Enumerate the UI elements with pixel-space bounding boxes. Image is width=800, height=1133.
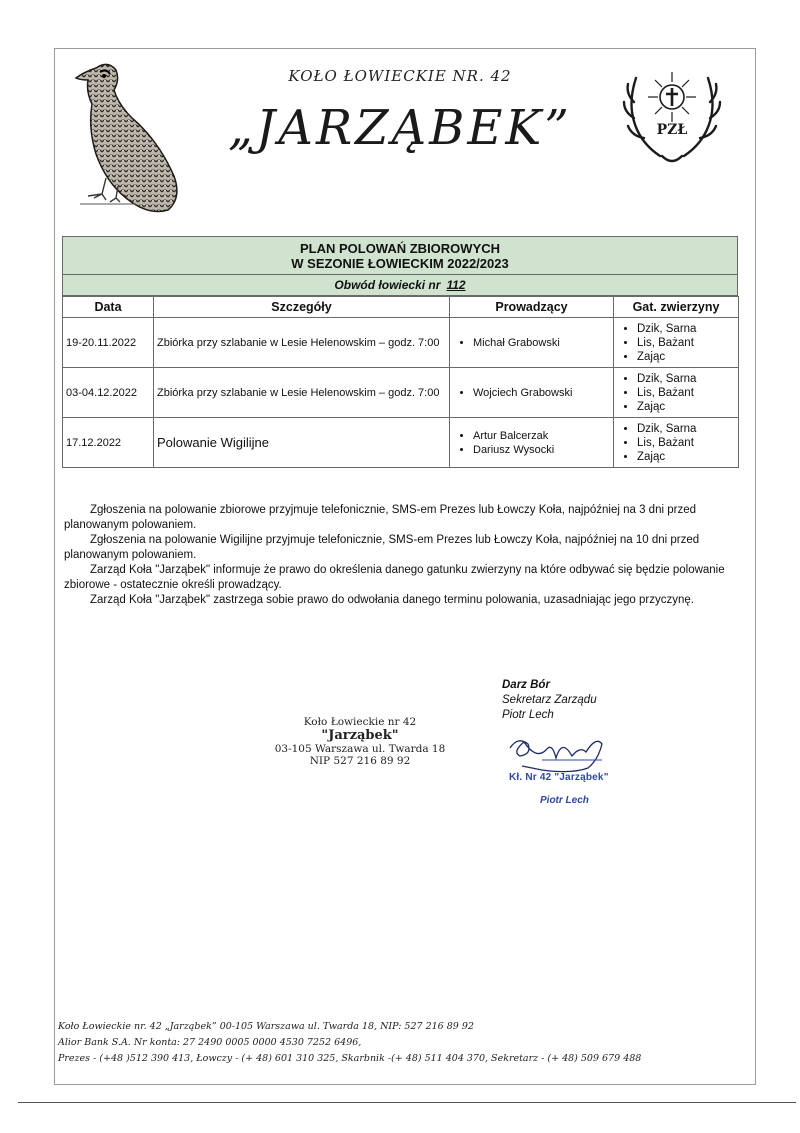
signature-motto: Darz Bór [502, 679, 550, 691]
footer [58, 1019, 758, 1067]
table-row [63, 368, 739, 418]
game-item: • Lis, Bażant [637, 436, 735, 450]
game-item: • Dzik, Sarna [637, 322, 735, 336]
hunting-plan-table [62, 236, 738, 468]
leader-item: • Michał Grabowski [473, 336, 610, 350]
district-number: 112 [446, 278, 466, 292]
signature-block [502, 678, 702, 723]
note-paragraph: Zarząd Koła "Jarząbek" informuje że prawo do określenia danego gatunku zwierzyny na które odbywać się będzie polowanie zbiorowe - ostatecznie określi prowadzący. [64, 564, 725, 591]
footer-contacts: Prezes - (+48 )512 390 413, Łowczy - (+ 48) 601 310 325, Skarbnik -(+ 48) 511 404 370, Sekretarz - (+ 48) 509 679 488 [58, 1053, 642, 1064]
grouse-bird-illustration [66, 58, 184, 216]
row-game [614, 418, 739, 468]
column-header-details: Szczegóły [154, 297, 450, 318]
stamp-line-3: 03-105 Warszawa ul. Twarda 18 [274, 743, 446, 755]
signature-name: Piotr Lech [502, 709, 554, 721]
row-leaders [450, 318, 614, 368]
row-game [614, 318, 739, 368]
signature-role: Sekretarz Zarządu [502, 694, 597, 706]
plan-title-line-1: PLAN POLOWAŃ ZBIOROWYCH [299, 241, 501, 256]
row-date: 19-20.11.2022 [63, 318, 154, 368]
club-subtitle: KOŁO ŁOWIECKIE NR. 42 [288, 67, 512, 85]
bottom-rule [18, 1102, 796, 1103]
club-stamp [260, 716, 460, 767]
row-date: 03-04.12.2022 [63, 368, 154, 418]
table-header-row [63, 297, 739, 318]
column-header-leader: Prowadzący [450, 297, 614, 318]
note-paragraph: Zgłoszenia na polowanie zbiorowe przyjmuje telefonicznie, SMS-em Prezes lub Łowczy Koła, najpóźniej na 3 dni przed planowanym polowaniem. [64, 504, 696, 531]
leader-item: • Artur Balcerzak [473, 429, 610, 443]
hunting-district [62, 275, 738, 296]
column-header-date: Data [63, 297, 154, 318]
secretary-stamp-name: Piotr Lech [540, 795, 589, 806]
game-item: • Dzik, Sarna [637, 422, 735, 436]
footer-bank: Alior Bank S.A. Nr konta: 27 2490 0005 0000 4530 7252 6496, [58, 1037, 362, 1048]
row-game [614, 368, 739, 418]
district-label: Obwód łowiecki nr [334, 278, 441, 292]
row-date: 17.12.2022 [63, 418, 154, 468]
leader-item: • Dariusz Wysocki [473, 443, 610, 457]
table-row [63, 418, 739, 468]
row-details: Polowanie Wigilijne [154, 418, 450, 468]
game-item: • Lis, Bażant [637, 336, 735, 350]
secretary-stamp: Kł. Nr 42 "Jarząbek" [509, 772, 609, 783]
footer-address: Koło Łowieckie nr. 42 „Jarząbek” 00-105 Warszawa ul. Twarda 18, NIP: 527 216 89 92 [58, 1021, 474, 1032]
game-item: • Lis, Bażant [637, 386, 735, 400]
row-leaders [450, 418, 614, 468]
stamp-line-4: NIP 527 216 89 92 [309, 755, 411, 767]
game-item: • Dzik, Sarna [637, 372, 735, 386]
stamp-line-2: "Jarząbek" [321, 728, 399, 743]
stamp-line-1: Koło Łowieckie nr 42 [303, 716, 417, 728]
emblem-text: PZŁ [656, 122, 688, 138]
note-paragraph: Zgłoszenia na polowanie Wigilijne przyjmuje telefonicznie, SMS-em Prezes lub Łowczy Koła, najpóźniej na 10 dni przed planowanym polowaniem. [64, 534, 700, 561]
table-row [63, 318, 739, 368]
plan-grid [62, 296, 739, 468]
game-item: • Zając [637, 350, 735, 364]
leader-item: • Wojciech Grabowski [473, 386, 610, 400]
row-leaders [450, 368, 614, 418]
pzl-antlers-emblem [622, 68, 722, 168]
club-name-title: „JARZĄBEK” [228, 100, 572, 156]
plan-title [62, 236, 738, 275]
column-header-game: Gat. zwierzyny [614, 297, 739, 318]
row-details: Zbiórka przy szlabanie w Lesie Helenowskim – godz. 7:00 [154, 318, 450, 368]
game-item: • Zając [637, 400, 735, 414]
row-details: Zbiórka przy szlabanie w Lesie Helenowskim – godz. 7:00 [154, 368, 450, 418]
plan-title-line-2: W SEZONIE ŁOWIECKIM 2022/2023 [291, 256, 509, 271]
notes-section [64, 503, 754, 608]
game-item: • Zając [637, 450, 735, 464]
note-paragraph: Zarząd Koła "Jarząbek" zastrzega sobie prawo do odwołania danego terminu polowania, uzasadniając jego przyczynę. [90, 594, 694, 606]
